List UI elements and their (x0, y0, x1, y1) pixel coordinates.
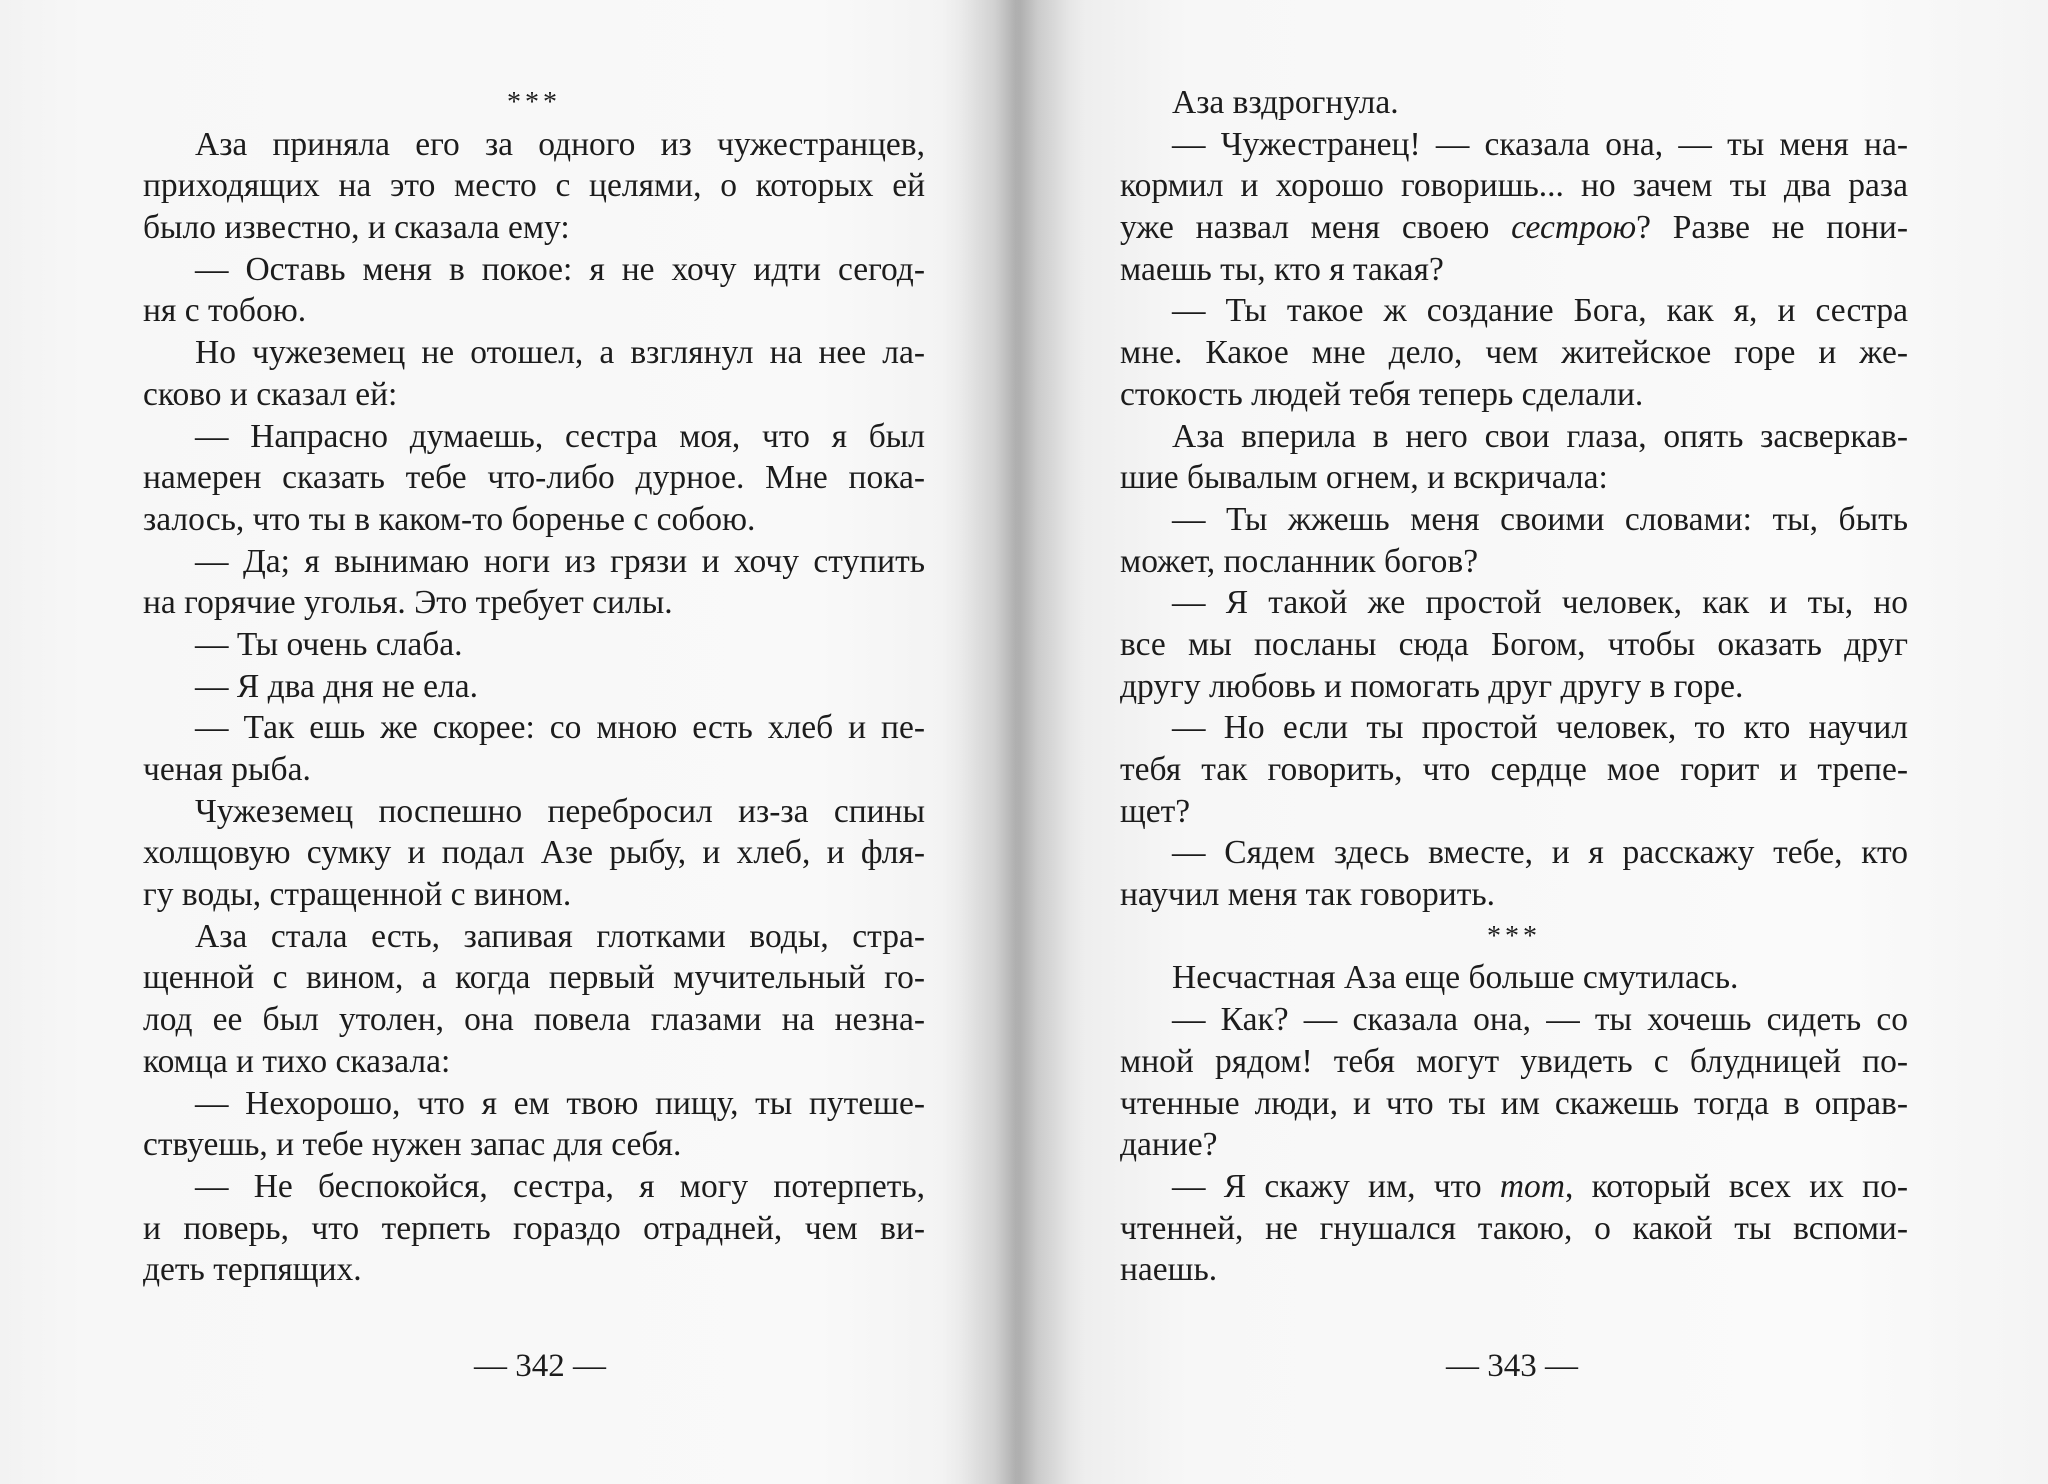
text-line: сково и сказал ей: (143, 375, 398, 413)
emphasis-word: тот (1499, 1167, 1565, 1205)
text-line: на горячие уголья. Это требует силы. (143, 584, 673, 622)
text-line: приходящих на это место с целями, о которых ей (143, 167, 925, 205)
text-line: было известно, и сказала ему: (143, 209, 570, 247)
gutter-shadow (960, 0, 1070, 1484)
text-line: — Сядем здесь вместе, и я расскажу тебе, кто (1172, 834, 1908, 872)
text-line: тебя так говорить, что сердце мое горит и трепе- (1120, 751, 1908, 788)
text-line (1120, 1166, 1908, 1208)
text-line: Аза вздрогнула. (1172, 84, 1399, 121)
text-line: — Ты жжешь меня своими словами: ты, быть (1172, 500, 1908, 538)
text-line: — Но если ты простой человек, то кто научил (1172, 709, 1908, 747)
text-line: — Ты такое ж создание Бога, как я, и сестра (1172, 292, 1908, 330)
text-line: — Чужестранец! — сказала она, — ты меня на- (1172, 125, 1908, 163)
section-separator: *** (507, 87, 561, 118)
text-line: другу любовь и помогать друг другу в горе. (1120, 667, 1744, 705)
text-line: маешь ты, кто я такая? (1120, 250, 1444, 288)
text-line: — Оставь меня в покое: я не хочу идти сегод- (195, 250, 925, 288)
text-line: Несчастная Аза еще больше смутилась. (1172, 959, 1739, 997)
text-line: — Ты очень слаба. (195, 625, 463, 663)
text-line: Чужеземец поспешно перебросил из-за спины (195, 792, 925, 830)
text-line: ченая рыба. (143, 751, 311, 788)
text-line: — Нехорошо, что я ем твою пищу, ты путеше- (195, 1084, 925, 1122)
page-number-right: — 343 — (1446, 1348, 1578, 1384)
page-number-left: — 342 — (474, 1348, 606, 1384)
text-line: все мы посланы сюда Богом, чтобы оказать друг (1120, 625, 1908, 663)
text-fragment: ? Разве не пони- (1636, 209, 1908, 247)
text-line: — Как? — сказала она, — ты хочешь сидеть со (1172, 1001, 1908, 1039)
text-line: Аза вперила в него свои глаза, опять засверкав- (1172, 417, 1908, 455)
text-line: гу воды, стращенной с вином. (143, 876, 572, 914)
text-line: Аза стала есть, запивая глотками воды, стра- (195, 917, 925, 955)
text-line: чтенные люди, и что ты им скажешь тогда в оправ- (1120, 1084, 1908, 1122)
text-line: мной рядом! тебя могут увидеть с блудницей по- (1120, 1042, 1908, 1080)
text-line: наешь. (1120, 1251, 1218, 1289)
text-line: научил меня так говорить. (1120, 876, 1496, 914)
text-line: деть терпящих. (143, 1251, 362, 1289)
text-fragment: , который всех их по- (1564, 1167, 1908, 1205)
left-page (143, 82, 925, 1291)
text-line: щет? (1120, 792, 1191, 830)
text-line: дание? (1120, 1126, 1218, 1164)
text-line: комца и тихо сказала: (143, 1042, 451, 1080)
text-line: — Напрасно думаешь, сестра моя, что я был (195, 417, 925, 455)
text-line: чтенней, не гнушался такою, о какой ты вспоми- (1120, 1209, 1908, 1247)
section-separator: *** (1487, 920, 1541, 952)
text-line: ня с тобою. (143, 292, 307, 330)
text-line: Аза приняла его за одного из чужестранцев, (195, 125, 925, 163)
right-page (1120, 82, 1908, 1291)
text-line: — Да; я вынимаю ноги из грязи и хочу ступить (195, 542, 925, 580)
text-line: щенной с вином, а когда первый мучительный го- (143, 959, 925, 997)
text-line (1120, 207, 1908, 249)
text-line: — Так ешь же скорее: со мною есть хлеб и пе- (195, 709, 925, 747)
text-fragment: уже назвал меня своею (1120, 209, 1512, 247)
text-line: холщовую сумку и подал Азе рыбу, и хлеб, и фля- (143, 834, 925, 872)
text-line: и поверь, что терпеть гораздо отрадней, чем ви- (143, 1209, 925, 1247)
text-line: кормил и хорошо говоришь... но зачем ты два раза (1120, 167, 1908, 205)
text-line: намерен сказать тебе что-либо дурное. Мне пока- (143, 459, 925, 497)
text-line: шие бывалым огнем, и вскричала: (1120, 459, 1608, 497)
emphasis-word: сестрою (1511, 209, 1637, 247)
text-line: залось, что ты в каком-то боренье с собою. (143, 500, 756, 538)
text-line: — Я такой же простой человек, как и ты, но (1172, 584, 1908, 622)
text-line: стокость людей тебя теперь сделали. (1120, 375, 1644, 413)
text-line: — Я два дня не ела. (195, 667, 479, 705)
text-line: Но чужеземец не отошел, а взглянул на нее ла- (195, 334, 925, 372)
text-line: мне. Какое мне дело, чем житейское горе и же- (1120, 334, 1908, 372)
text-fragment: — Я скажу им, что (1172, 1167, 1500, 1205)
text-line: ствуешь, и тебе нужен запас для себя. (143, 1126, 682, 1164)
text-line: лод ее был утолен, она повела глазами на незна- (143, 1001, 925, 1039)
text-line: может, посланник богов? (1120, 542, 1479, 580)
text-line: — Не беспокойся, сестра, я могу потерпеть, (195, 1167, 925, 1205)
